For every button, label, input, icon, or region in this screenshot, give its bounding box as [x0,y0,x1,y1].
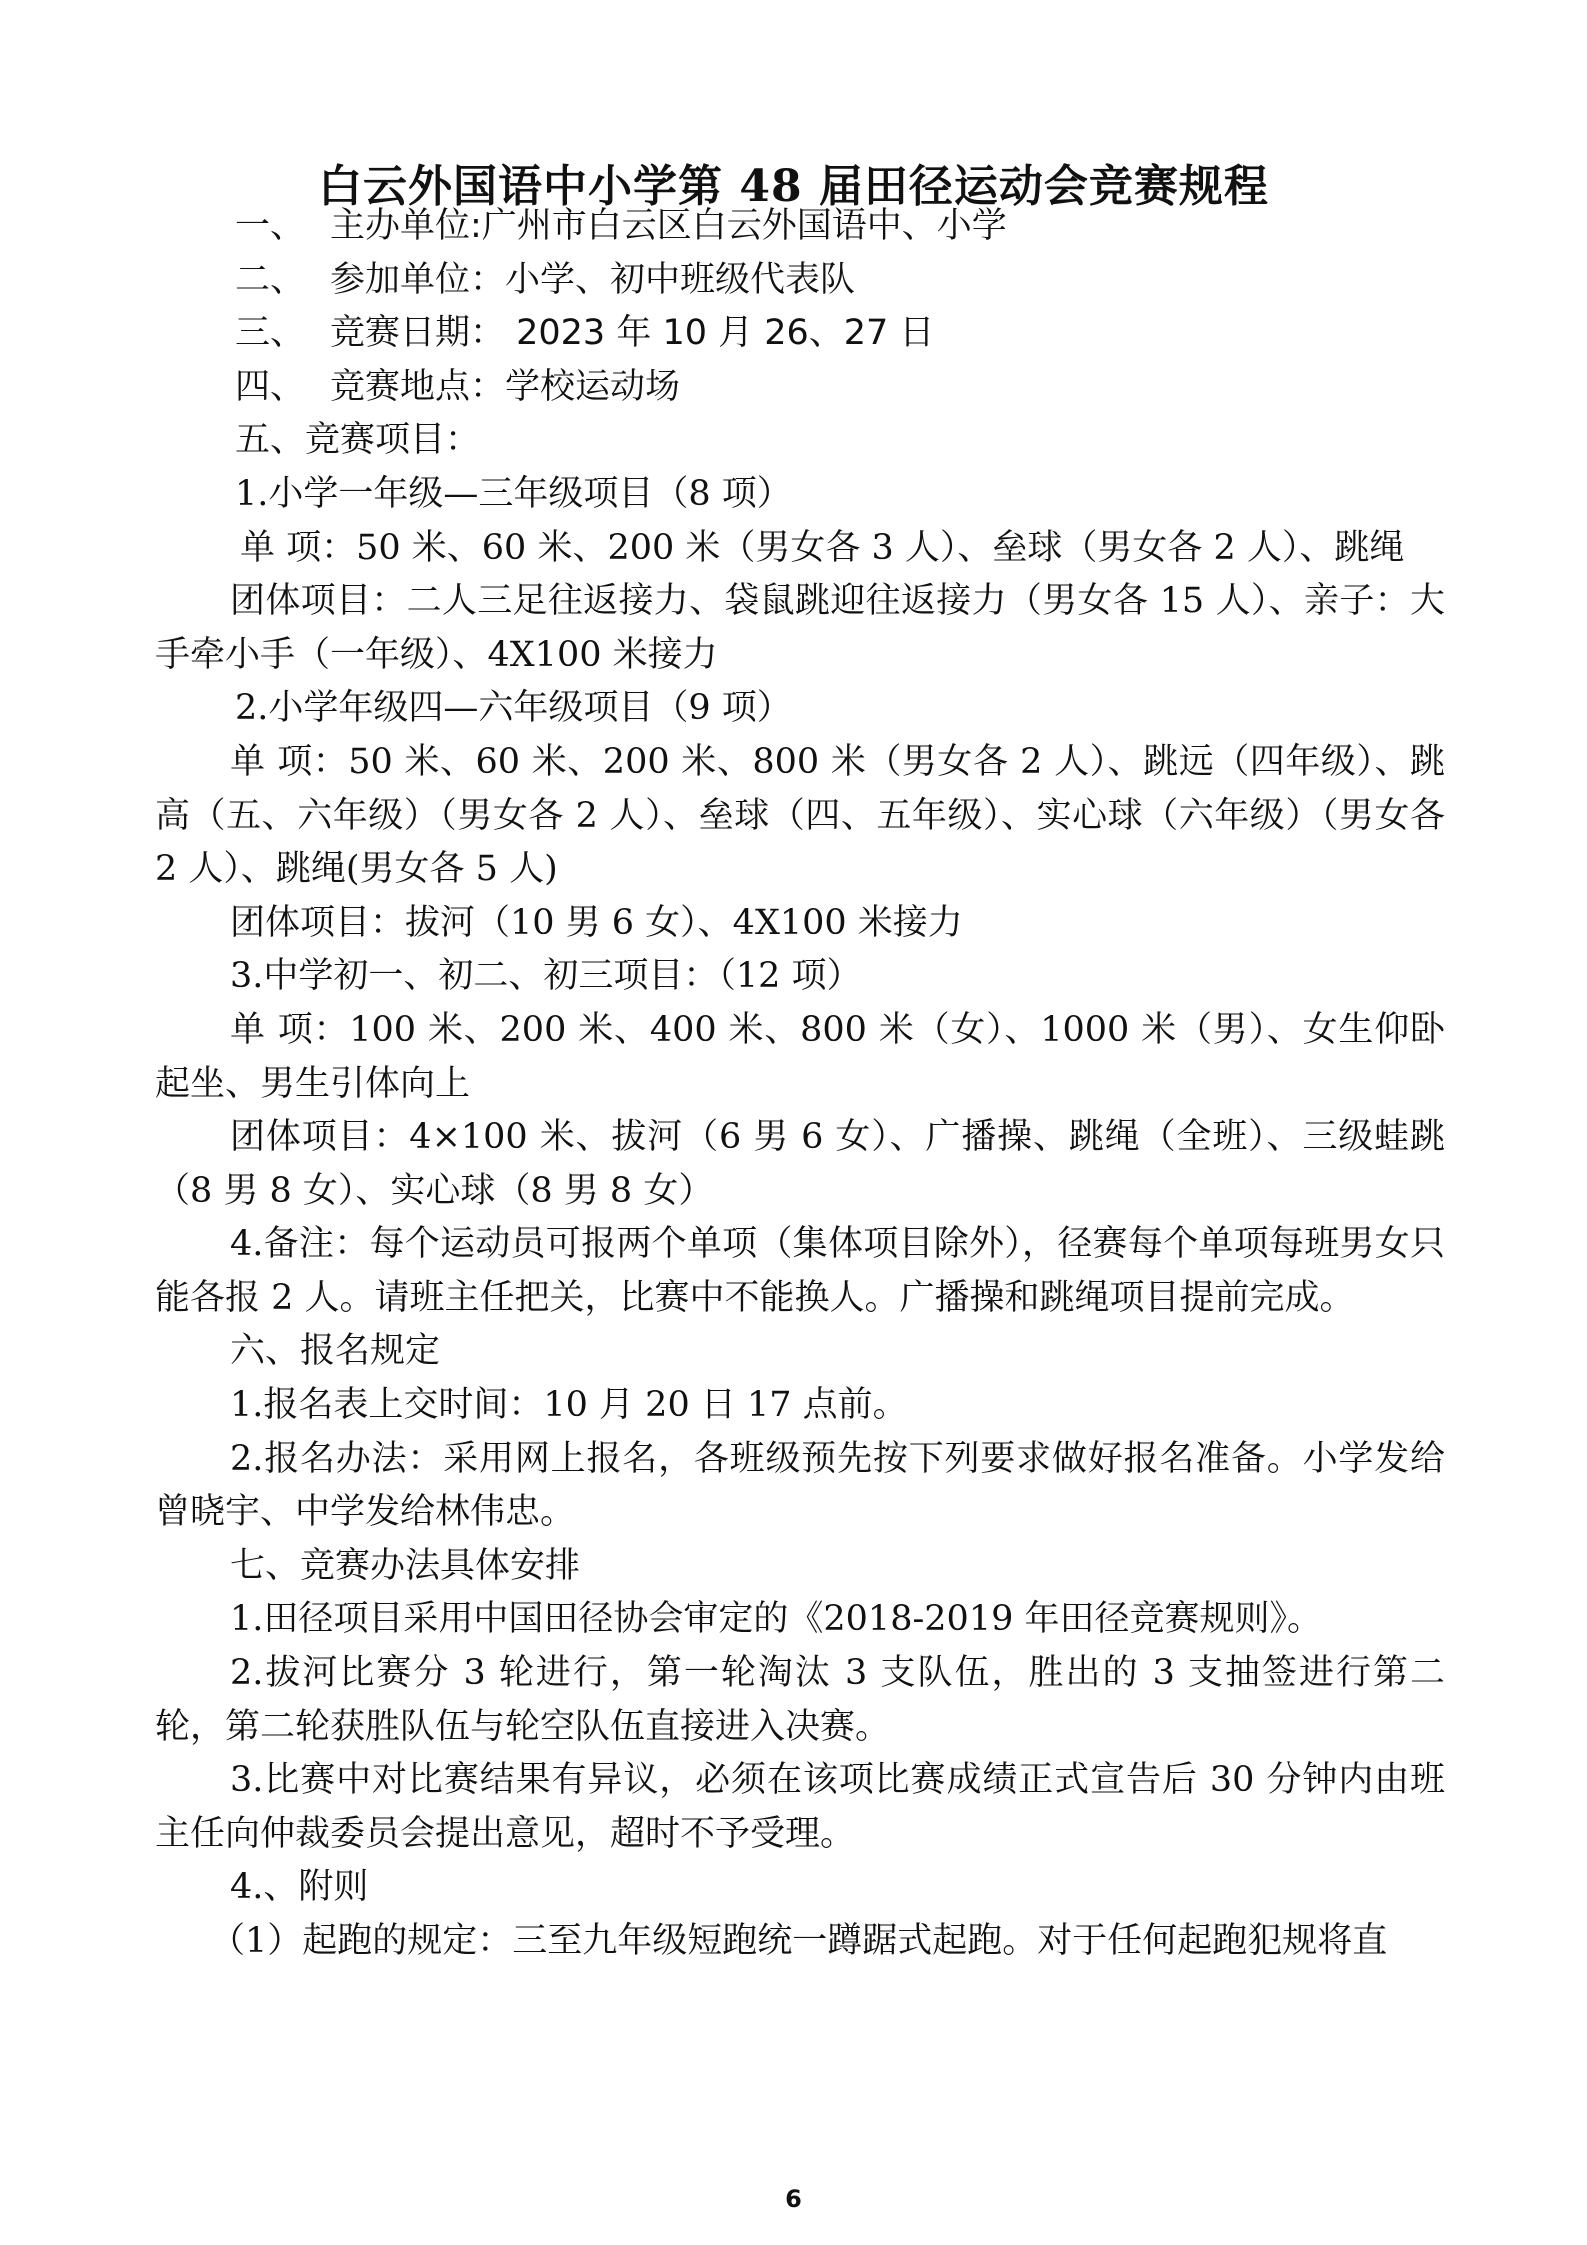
paragraph: 1.田径项目采用中国田径协会审定的《2018-2019 年田径竞赛规则》。 [230,1599,1322,1640]
item-text: 竞赛日期： 2023 年 10 月 26、27 日 [330,313,935,354]
paragraph: 3.中学初一、初二、初三项目：（12 项） [230,956,862,997]
item-number: 三、 [235,313,306,354]
item-number: 四、 [235,366,306,407]
item-number: 一、 [235,206,306,246]
section-heading: 七、竞赛办法具体安排 [230,1545,581,1586]
section-heading: 五、竞赛项目： [235,420,481,461]
paragraph: 1.报名表上交时间：10 月 20 日 17 点前。 [230,1385,908,1426]
item-organizer [155,200,1445,254]
item-date [155,307,1445,361]
section-heading: 六、报名规定 [230,1331,441,1372]
paragraph: 团体项目：拔河（10 男 6 女）、4X100 米接力 [230,902,963,943]
paragraph: 团体项目：4×100 米、拔河（6 男 6 女）、广播操、跳绳（全班）、三级蛙跳（8 男 8 女）、实心球（8 男 8 女） [155,1117,1445,1211]
document-body [155,200,1445,1969]
item-venue [155,361,1445,415]
item-number: 二、 [235,259,306,300]
paragraph: 2.小学年级四—六年级项目（9 项） [235,688,792,729]
paragraph: 单 项：50 米、60 米、200 米、800 米（男女各 2 人）、跳远（四年级）、跳高（五、六年级）（男女各 2 人）、垒球（四、五年级）、实心球（六年级）（男女各 2 人）、跳绳(男女各 5 人) [155,741,1445,890]
item-participants [155,254,1445,308]
paragraph: 3.比赛中对比赛结果有异议，必须在该项比赛成绩正式宣告后 30 分钟内由班主任向仲裁委员会提出意见，超时不予受理。 [155,1760,1445,1854]
paragraph: 单 项：50 米、60 米、200 米（男女各 3 人）、垒球（男女各 2 人）、跳绳 [240,527,1405,568]
item-text: 参加单位：小学、初中班级代表队 [330,259,856,300]
paragraph: 团体项目：二人三足往返接力、袋鼠跳迎往返接力（男女各 15 人）、亲子：大手牵小手（一年级）、4X100 米接力 [155,581,1445,675]
paragraph: 2.拔河比赛分 3 轮进行，第一轮淘汰 3 支队伍，胜出的 3 支抽签进行第二轮，第二轮获胜队伍与轮空队伍直接进入决赛。 [155,1653,1445,1747]
paragraph: 4.、附则 [230,1867,369,1908]
paragraph: 1.小学一年级—三年级项目（8 项） [235,473,792,514]
paragraph: 2.报名办法：采用网上报名，各班级预先按下列要求做好报名准备。小学发给曾晓宇、中学发给林伟忠。 [155,1438,1445,1533]
item-text: 主办单位:广州市白云区白云外国语中、小学 [330,206,1007,246]
item-text: 竞赛地点：学校运动场 [330,366,681,407]
paragraph: 4.备注：每个运动员可报两个单项（集体项目除外），径赛每个单项每班男女只能各报 2 人。请班主任把关，比赛中不能换人。广播操和跳绳项目提前完成。 [155,1224,1445,1318]
document-title: 白云外国语中小学第 48 届田径运动会竞赛规程 [318,161,1269,212]
page-number: 6 [785,2185,802,2213]
paragraph: 单 项：100 米、200 米、400 米、800 米（女）、1000 米（男）、女生仰卧起坐、男生引体向上 [155,1009,1445,1104]
paragraph: （1）起跑的规定：三至九年级短跑统一蹲踞式起跑。对于任何起跑犯规将直 [210,1921,1388,1961]
